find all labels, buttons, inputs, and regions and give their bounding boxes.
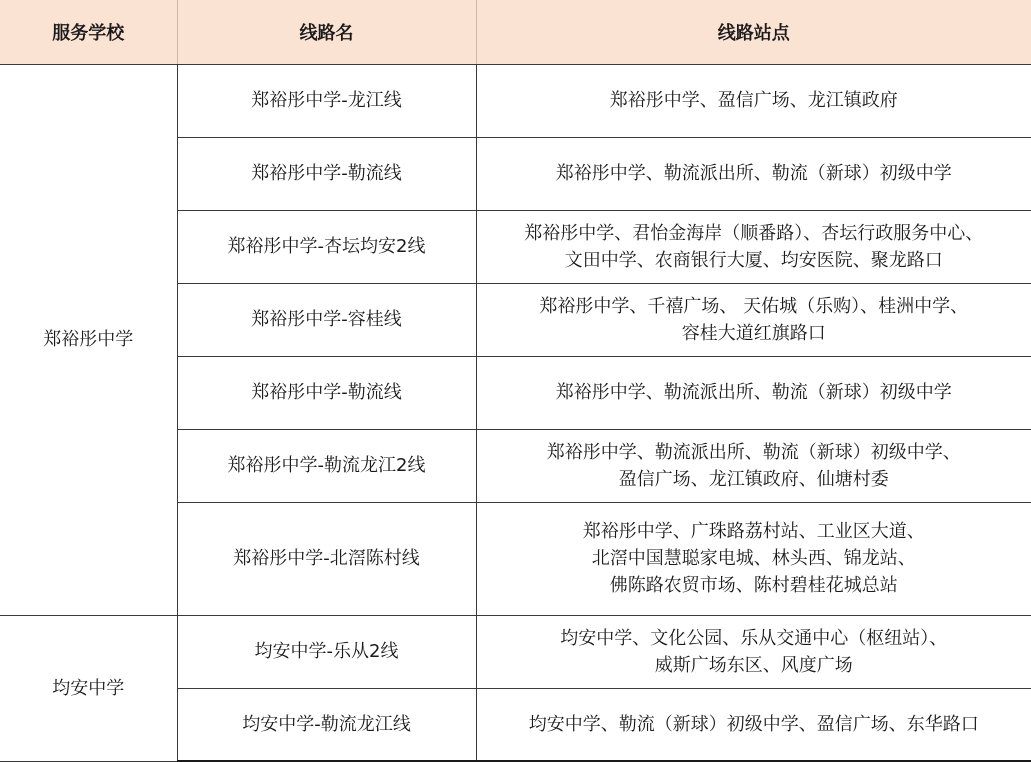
stops-line: 威斯广场东区、风度广场 [654, 654, 853, 676]
route-stops-cell [476, 137, 1031, 210]
table-row [0, 615, 1031, 688]
route-name-cell: 均安中学-勒流龙江线 [177, 688, 476, 761]
route-stops-cell [476, 64, 1031, 137]
route-stops-cell [476, 429, 1031, 502]
header-route-stops: 线路站点 [476, 0, 1031, 64]
table-header-row [0, 0, 1031, 64]
stops-line: 郑裕彤中学、勒流派出所、勒流（新球）初级中学 [555, 382, 952, 403]
school-cell: 均安中学 [0, 615, 177, 761]
header-route-name: 线路名 [177, 0, 476, 64]
stops-line: 均安中学、勒流（新球）初级中学、盈信广场、东华路口 [528, 713, 979, 735]
stops-line: 文田中学、农商银行大厦、均安医院、聚龙路口 [564, 249, 943, 271]
stops-line: 郑裕彤中学、盈信广场、龙江镇政府 [609, 90, 898, 111]
route-stops-cell [476, 356, 1031, 429]
route-name-cell: 均安中学-乐从2线 [177, 615, 476, 688]
route-name-cell: 郑裕彤中学-杏坛均安2线 [177, 210, 476, 283]
route-stops-cell [476, 615, 1031, 688]
route-name-cell: 郑裕彤中学-容桂线 [177, 283, 476, 356]
route-name-cell: 郑裕彤中学-勒流龙江2线 [177, 429, 476, 502]
stops-line: 郑裕彤中学、广珠路荔村站、工业区大道、 [582, 521, 925, 542]
stops-line: 佛陈路农贸市场、陈村碧桂花城总站 [609, 575, 898, 596]
stops-line: 郑裕彤中学、千禧广场、 天佑城（乐购）、桂洲中学、 [539, 295, 969, 317]
route-stops-cell [476, 502, 1031, 615]
stops-line: 盈信广场、龙江镇政府、仙塘村委 [618, 468, 889, 490]
route-name-cell: 郑裕彤中学-勒流线 [177, 137, 476, 210]
stops-line: 容桂大道红旗路口 [681, 322, 826, 344]
route-stops-cell [476, 688, 1031, 761]
route-name-cell: 郑裕彤中学-勒流线 [177, 356, 476, 429]
stops-line: 均安中学、文化公园、乐从交通中心（枢纽站）、 [560, 627, 948, 649]
stops-line: 郑裕彤中学、勒流派出所、勒流（新球）初级中学、 [546, 441, 961, 463]
stops-line: 北滘中国慧聪家电城、林头西、锦龙站、 [591, 548, 916, 569]
route-name-cell: 郑裕彤中学-龙江线 [177, 64, 476, 137]
route-name-cell: 郑裕彤中学-北滘陈村线 [177, 502, 476, 615]
table-row [0, 64, 1031, 137]
stops-line: 郑裕彤中学、君怡金海岸（顺番路）、杏坛行政服务中心、 [524, 222, 984, 244]
stops-line: 郑裕彤中学、勒流派出所、勒流（新球）初级中学 [555, 163, 952, 184]
route-stops-cell [476, 210, 1031, 283]
route-stops-cell [476, 283, 1031, 356]
header-school: 服务学校 [0, 0, 177, 64]
school-cell: 郑裕彤中学 [0, 64, 177, 615]
